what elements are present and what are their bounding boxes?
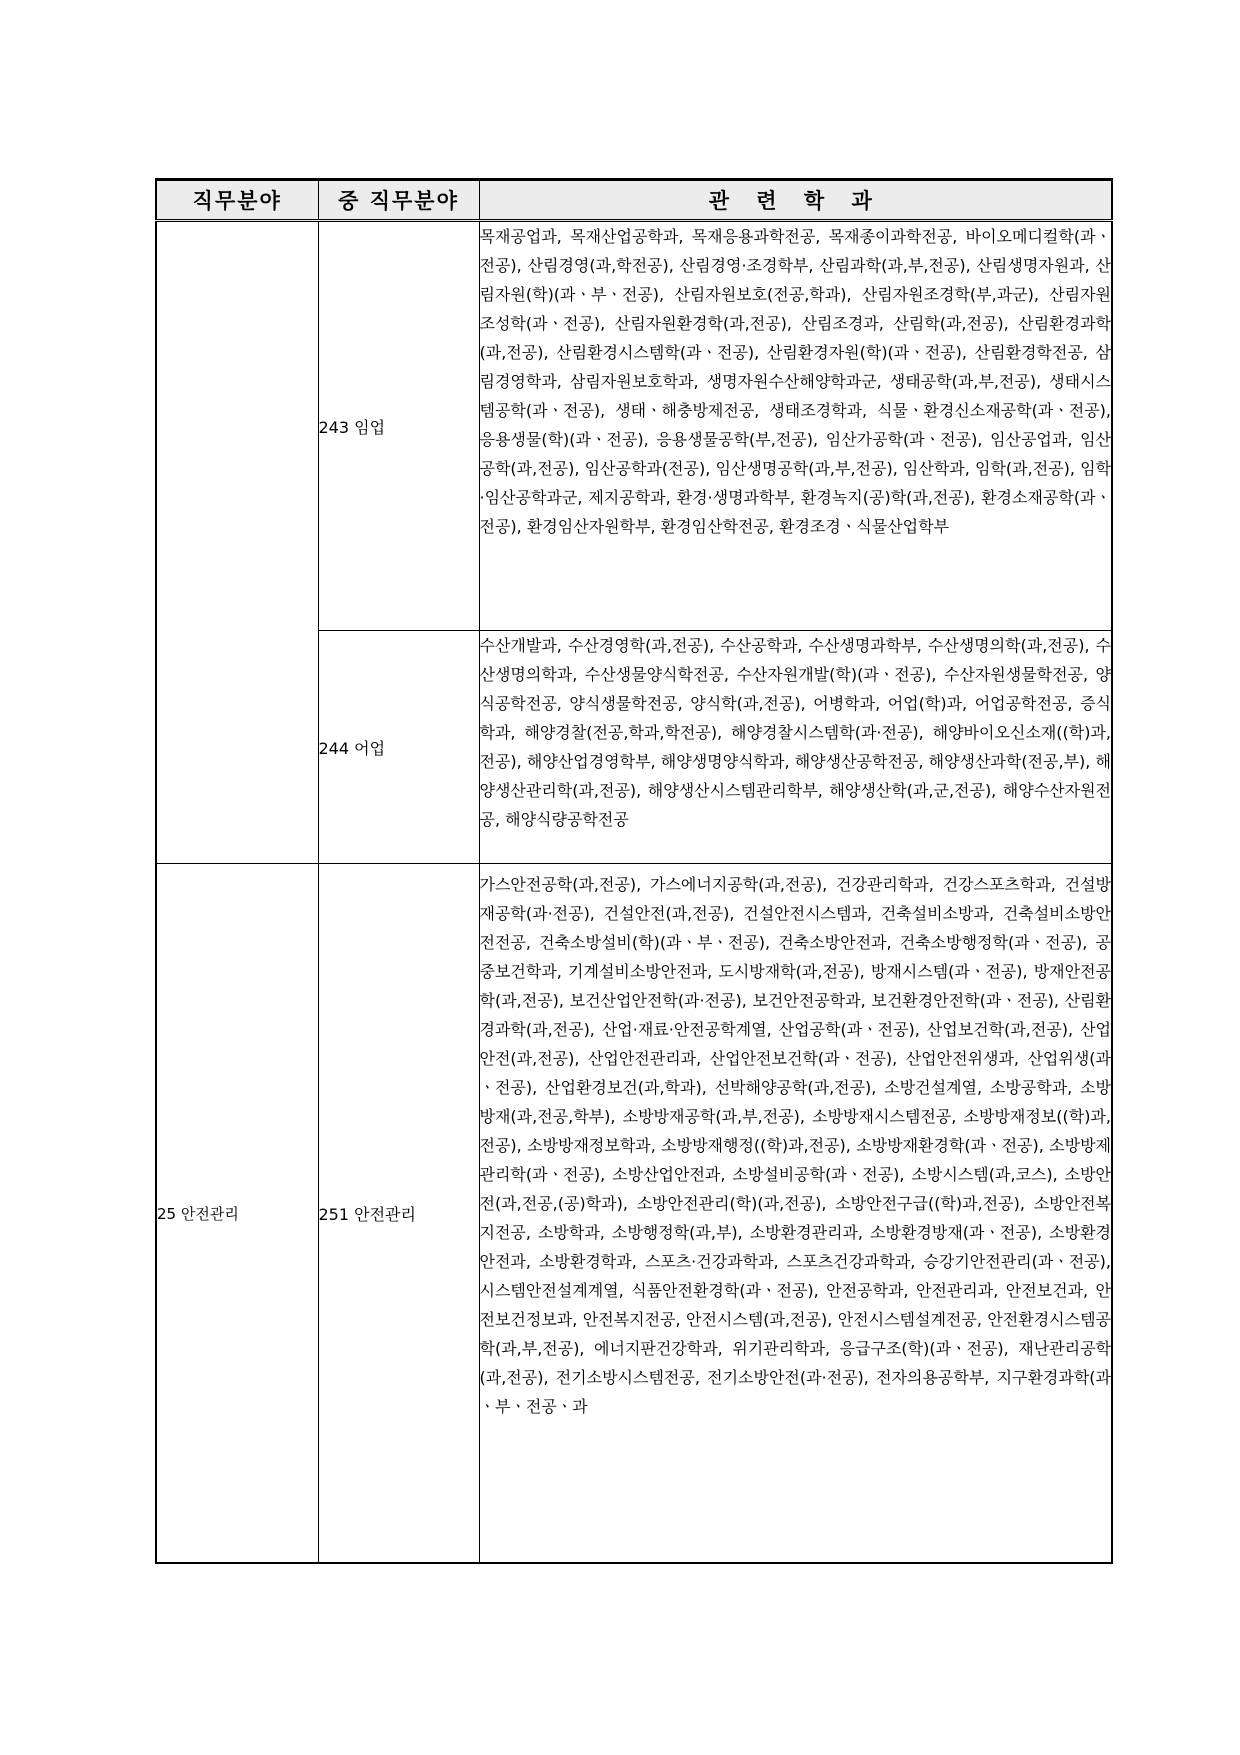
mid-job-field-cell: 251 안전관리 (318, 864, 479, 1564)
departments-cell: 목재공업과, 목재산업공학과, 목재응용과학전공, 목재종이과학전공, 바이오메디컬학(과ㆍ전공), 산림경영(과,학전공), 산림경영·조경학부, 산림과학(과,부,전공), 산림생명자원과, 산림자원(학)(과ㆍ부ㆍ전공), 산림자원보호(전공,학과), 산림자원조경학(부,과군), 산림자원조성학(과ㆍ전공), 산림자원환경학(과,전공), 산림조경과, 산림학(과,전공), 산림환경과학(과,전공), 산림환경시스템학(과ㆍ전공), 산림환경자원(학)(과ㆍ전공), 산림환경학전공, 삼림경영학과, 삼림자원보호학과, 생명자원수산해양학과군, 생태공학(과,부,전공), 생태시스템공학(과ㆍ전공), 생태ㆍ해충방제전공, 생태조경학과, 식물ㆍ환경신소재공학(과ㆍ전공), 응용생물(학)(과ㆍ전공), 응용생물공학(부,전공), 임산가공학(과ㆍ전공), 임산공업과, 임산공학(과,전공), 임산공학과(전공), 임산생명공학(과,부,전공), 임산학과, 임학(과,전공), 임학·임산공학과군, 제지공학과, 환경·생명과학부, 환경녹지(공)학(과,전공), 환경소재공학(과ㆍ전공), 환경임산자원학부, 환경임산학전공, 환경조경ㆍ식물산업학부 (479, 221, 1112, 631)
job-field-cell: 25 안전관리 (156, 864, 318, 1564)
job-field-cell (156, 221, 318, 864)
related-departments-table (155, 178, 1113, 1564)
table-row (156, 864, 1112, 1564)
table-row (156, 221, 1112, 631)
header-related-departments: 관 련 학 과 (479, 180, 1112, 221)
departments-cell: 수산개발과, 수산경영학(과,전공), 수산공학과, 수산생명과학부, 수산생명의학(과,전공), 수산생명의학과, 수산생물양식학전공, 수산자원개발(학)(과ㆍ전공), 수산자원생물학전공, 양식공학전공, 양식생물학전공, 양식학(과,전공), 어병학과, 어업(학)과, 어업공학전공, 증식학과, 해양경찰(전공,학과,학전공), 해양경찰시스템학(과·전공), 해양바이오신소재((학)과, 전공), 해양산업경영학부, 해양생명양식학과, 해양생산공학전공, 해양생산과학(전공,부), 해양생산관리학(과,전공), 해양생산시스템관리학부, 해양생산학(과,군,전공), 해양수산자원전공, 해양식량공학전공 (479, 631, 1112, 864)
mid-job-field-cell: 244 어업 (318, 631, 479, 864)
header-mid-job-field: 중 직무분야 (318, 180, 479, 221)
departments-cell: 가스안전공학(과,전공), 가스에너지공학(과,전공), 건강관리학과, 건강스포츠학과, 건설방재공학(과·전공), 건설안전(과,전공), 건설안전시스템과, 건축설비소방과, 건축설비소방안전전공, 건축소방설비(학)(과ㆍ부ㆍ전공), 건축소방안전과, 건축소방행정학(과ㆍ전공), 공중보건학과, 기계설비소방안전과, 도시방재학(과,전공), 방재시스템(과ㆍ전공), 방재안전공학(과,전공), 보건산업안전학(과·전공), 보건안전공학과, 보건환경안전학(과ㆍ전공), 산림환경과학(과,전공), 산업·재료·안전공학계열, 산업공학(과ㆍ전공), 산업보건학(과,전공), 산업안전(과,전공), 산업안전관리과, 산업안전보건학(과ㆍ전공), 산업안전위생과, 산업위생(과ㆍ전공), 산업환경보건(과,학과), 선박해양공학(과,전공), 소방건설계열, 소방공학과, 소방방재(과,전공,학부), 소방방재공학(과,부,전공), 소방방재시스템전공, 소방방재정보((학)과,전공), 소방방재정보학과, 소방방재행정((학)과,전공), 소방방재환경학(과ㆍ전공), 소방방제관리학(과ㆍ전공), 소방산업안전과, 소방설비공학(과ㆍ전공), 소방시스템(과,코스), 소방안전(과,전공,(공)학과), 소방안전관리(학)(과,전공), 소방안전구급((학)과,전공), 소방안전복지전공, 소방학과, 소방행정학(과,부), 소방환경관리과, 소방환경방재(과ㆍ전공), 소방환경안전과, 소방환경학과, 스포츠·건강과학과, 스포츠건강과학과, 승강기안전관리(과ㆍ전공), 시스템안전설계계열, 식품안전환경학(과ㆍ전공), 안전공학과, 안전관리과, 안전보건과, 안전보건정보과, 안전복지전공, 안전시스템(과,전공), 안전시스템설계전공, 안전환경시스템공학(과,부,전공), 에너지판건강학과, 위기관리학과, 응급구조(학)(과ㆍ전공), 재난관리공학(과,전공), 전기소방시스템전공, 전기소방안전(과·전공), 전자의용공학부, 지구환경과학(과ㆍ부ㆍ전공ㆍ과 (479, 864, 1112, 1564)
header-job-field: 직무분야 (156, 180, 318, 221)
mid-job-field-cell: 243 임업 (318, 221, 479, 631)
header-row (156, 180, 1112, 221)
